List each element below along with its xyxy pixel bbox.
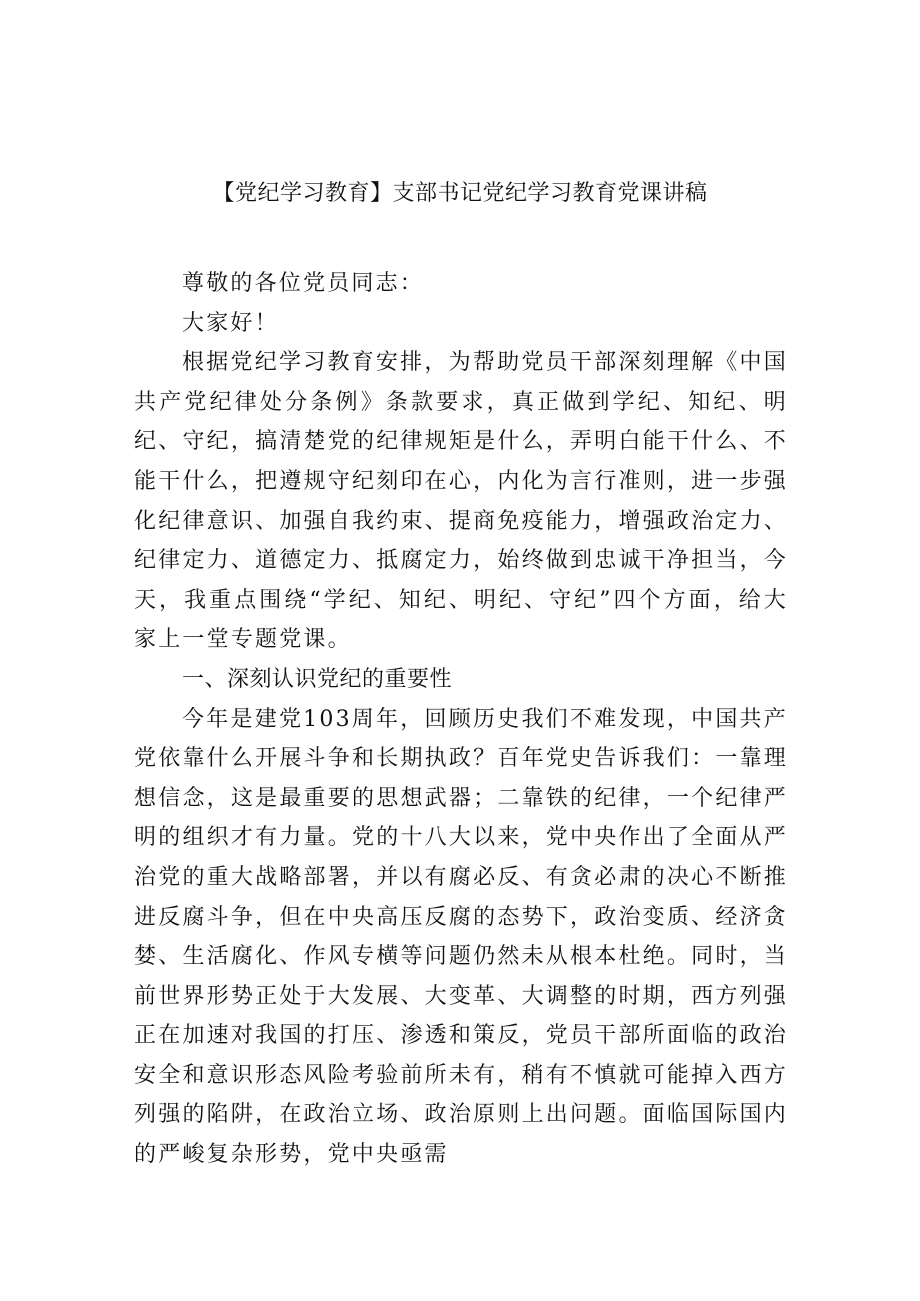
intro-paragraph: 根据党纪学习教育安排，为帮助党员干部深刻理解《中国共产党纪律处分条例》条款要求，真正做到学纪、知纪、明纪、守纪，搞清楚党的纪律规矩是什么，弄明白能干什么、不能干什么，把遵规守纪刻印在心，内化为言行准则，进一步强化纪律意识、加强自我约束、提商免疫能力，增强政治定力、纪律定力、道德定力、抵腐定力，始终做到忠诚干净担当，今天，我重点围绕“学纪、知纪、明纪、守纪”四个方面，给大家上一堂专题党课。: [134, 350, 788, 653]
salutation-paragraph: 尊敬的各位党员同志：: [182, 271, 425, 296]
section-1-heading: 一、深刻认识党纪的重要性: [182, 666, 453, 692]
greeting-paragraph: 大家好！: [182, 310, 279, 336]
section-1-paragraph: 今年是建党103周年，回顾历史我们不难发现，中国共产党依靠什么开展斗争和长期执政？百年党史告诉我们：一靠理想信念，这是最重要的思想武器；二靠铁的纪律，一个纪律严明的组织才有力量。党的十八大以来，党中央作出了全面从严治党的重大战略部署，并以有腐必反、有贪必肃的决心不断推进反腐斗争，但在中央高压反腐的态势下，政治变质、经济贪婪、生活腐化、作风专横等问题仍然未从根本杜绝。同时，当前世界形势正处于大发展、大变革、大调整的时期，西方列强正在加速对我国的打压、渗透和策反，党员干部所面临的政治安全和意识形态风险考验前所未有，稍有不慎就可能掉入西方列强的陷阱，在政治立场、政治原则上出问题。面临国际国内的严峻复杂形势，党中央亟需: [134, 706, 788, 1168]
document-body: [134, 264, 788, 1175]
document-title: 【党纪学习教育】支部书记党纪学习教育党课讲稿: [212, 181, 708, 206]
